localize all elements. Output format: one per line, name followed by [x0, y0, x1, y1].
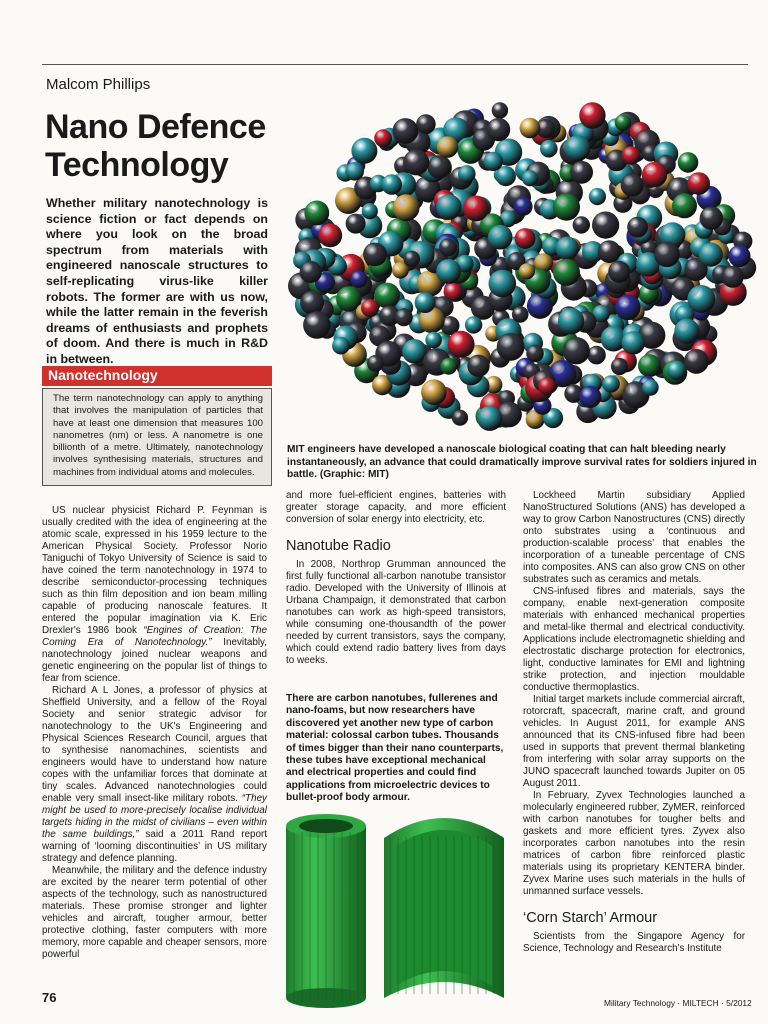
atom-sphere — [519, 263, 535, 279]
column-3 — [523, 490, 745, 955]
atom-sphere — [622, 146, 641, 165]
atom-sphere — [592, 212, 619, 239]
atom-sphere — [622, 331, 645, 354]
atom-sphere — [642, 379, 659, 396]
atom-sphere — [579, 102, 605, 128]
atom-sphere — [437, 136, 459, 158]
atom-sphere — [722, 266, 744, 288]
atom-sphere — [615, 114, 631, 130]
col2-paragraph-1: and more fuel-efficient engines, batteries with greater storage capacity, and more efficient conversion of solar energy into electricity, etc. — [286, 490, 506, 525]
atom-sphere — [654, 242, 680, 268]
atom-sphere — [563, 337, 590, 364]
atom-sphere — [440, 358, 457, 375]
atom-sphere — [627, 217, 648, 238]
atom-sphere — [318, 224, 342, 248]
atom-sphere — [602, 375, 619, 392]
atom-sphere — [621, 174, 644, 197]
atom-sphere — [403, 149, 429, 175]
atom-sphere — [587, 346, 606, 365]
atom-sphere — [484, 152, 503, 171]
pull-quote: There are carbon nanotubes, fullerenes and nano-foams, but now researchers have discovered yet another new type of carbon material: colossal carbon tubes. Thousands of times bigger than their nano counterparts, these tubes have exceptional mechanical and electrical properties and could find applications from microelectric devices to bullet-proof body armour. — [286, 693, 504, 804]
atom-sphere — [538, 377, 556, 395]
atom-sphere — [421, 379, 447, 405]
atom-sphere — [300, 291, 324, 315]
atom-sphere — [393, 118, 419, 144]
atom-sphere — [416, 114, 436, 134]
nanotechnology-sidebar — [42, 366, 272, 486]
atom-sphere — [489, 270, 517, 298]
atom-sphere — [515, 228, 536, 249]
atom-sphere — [558, 308, 584, 334]
atom-sphere — [540, 140, 558, 158]
col3-paragraph-3: Initial target markets include commercial aircraft, rotorcraft, spacecraft, marine craft, and ground vehicles. In August 2011, for example ANS announced that its CNS-infused fibre had been used in supports that prevent thermal blanketing from interfering with solar array supports on the JUNO spacecraft launched towards Jupiter on 05 August 2011. — [523, 694, 745, 789]
atom-sphere — [448, 331, 475, 358]
atom-sphere — [300, 261, 322, 283]
atom-sphere — [345, 162, 364, 181]
atom-sphere — [415, 292, 436, 313]
atom-sphere — [728, 245, 750, 267]
atom-sphere — [573, 216, 590, 233]
atom-sphere — [363, 243, 387, 267]
atom-sphere — [687, 172, 710, 195]
atom-sphere — [465, 316, 482, 333]
atom-sphere — [361, 299, 379, 317]
column-1 — [42, 505, 267, 961]
atom-sphere — [367, 355, 384, 372]
atom-sphere — [395, 308, 413, 326]
atom-sphere — [672, 193, 697, 218]
atom-sphere — [492, 102, 508, 118]
footer-publication: Military Technology · MILTECH · 5/2012 — [604, 998, 752, 1008]
atom-sphere — [520, 118, 541, 139]
atom-sphere — [700, 206, 723, 229]
sidebar-body: The term nanotechnology can apply to anything that involves the manipulation of particles that have at least one dimension that measures 100 nanometres (nm) or less. A nanometre is one billionth of a metre. Ultimately, nanotechnology involves synthesising materials, structures and machines from individual atoms and molecules. — [42, 388, 272, 486]
atom-sphere — [303, 311, 331, 339]
atom-sphere — [374, 129, 392, 147]
subheading-nanotube-radio: Nanotube Radio — [286, 538, 391, 554]
atom-sphere — [674, 319, 699, 344]
atom-sphere — [351, 138, 377, 164]
atom-sphere — [642, 162, 667, 187]
col1-paragraph-3: Meanwhile, the military and the defence industry are excited by the nearer term potential of other aspects of the technology, such as nanostructured materials. These promise stronger and lighter vehicles and aircraft, tougher armour, better protective clothing, faster computers with more memory, more capable and cheaper sensors, more powerful — [42, 865, 267, 960]
atom-sphere — [463, 196, 489, 222]
atom-sphere — [487, 118, 510, 141]
atom-sphere — [526, 345, 544, 363]
atom-sphere — [346, 214, 366, 234]
col3-paragraph-4: In February, Zyvex Technologies launched a molecularly engineered rubber, ZyMER, reinforced with carbon nanotubes for tougher belts and gaskets and more efficient tyres. Zyvex also incorporates carbon nanotubes into the resin matrices of carbon fibre reinforced plastic materials using its proprietary KENTERA binder. Zyvex Marine uses such materials in the hulls of unmanned surface vessels. — [523, 790, 745, 897]
atom-sphere — [452, 410, 468, 426]
atom-sphere — [436, 194, 461, 219]
atom-sphere — [589, 188, 606, 205]
atom-sphere — [564, 135, 590, 161]
atom-sphere — [638, 354, 661, 377]
atom-sphere — [615, 295, 641, 321]
atom-sphere — [611, 358, 628, 375]
col3-paragraph-5: Scientists from the Singapore Agency for Science, Technology and Research's Institute — [523, 931, 745, 954]
col3-paragraph-1: Lockheed Martin subsidiary Applied NanoStructured Solutions (ANS) has developed a way to grow Carbon Nanostructures (CNS) directly onto substrates using a ‘continuous and production-scalable process’ that enables the incorporation of a tuneable percentage of CNS into composites. ANS can also grow CNS on other substrates such as ceramics and metals. — [523, 490, 745, 585]
atom-sphere — [579, 386, 601, 408]
author-name: Malcom Phillips — [46, 76, 151, 93]
col3-paragraph-2: CNS-infused fibres and materials, says the company, enable next-generation composite materials with enhanced mechanical properties and metal-like thermal and electrical conductivity. Applications include electromagnetic shielding and electrostatic discharge protection for electronics, light, conductive laminates for EMI and lightning strike protection, and injection mouldable conductive thermoplastics. — [523, 586, 745, 693]
atom-sphere — [699, 243, 723, 267]
molecule-illustration — [285, 92, 760, 440]
atom-sphere — [497, 333, 525, 361]
column-2 — [286, 490, 506, 805]
lead-paragraph: Whether military nanotechnology is science fiction or fact depends on where you look on the broad spectrum from materials with engineered nanoscale structures to self-replicating virus-like killer robots. The former are with us now, while the latter remain in the feverish dreams of enthusiasts and prophets of doom. And there is much in R&D in between. — [46, 196, 268, 366]
atom-sphere — [678, 152, 699, 173]
atom-sphere — [436, 259, 461, 284]
atom-sphere — [428, 155, 451, 178]
atom-sphere — [425, 332, 442, 349]
page-number: 76 — [42, 990, 57, 1005]
atom-sphere — [439, 238, 457, 256]
image-caption: MIT engineers have developed a nanoscale biological coating that can halt bleeding nearly instantaneously, an advance that could dramatically improve survival rates for soldiers injured in battle. (Graphic: MIT) — [287, 444, 757, 481]
atom-sphere — [522, 170, 538, 186]
atom-sphere — [477, 406, 502, 431]
article-title: Nano Defence Technology — [45, 108, 266, 184]
top-rule — [42, 64, 748, 65]
col2-paragraph-2: In 2008, Northrop Grumman announced the first fully functional all-carbon nanotube transistor radio. Developed with the University of Illinois at Urbana Champaign, it demonstrated that carbon nanotubes can work as high-speed transistors, while consuming one-thousandth of the power needed by current transistors, says the company, which could extend radio battery lives from days to weeks. — [286, 559, 506, 666]
atom-sphere — [684, 349, 709, 374]
atom-sphere — [350, 271, 367, 288]
atom-sphere — [556, 237, 579, 260]
atom-sphere — [467, 355, 489, 377]
carbon-tubes-illustration — [282, 806, 510, 1010]
atom-sphere — [514, 197, 533, 216]
atom-sphere — [608, 261, 630, 283]
subheading-corn-starch-armour: ‘Corn Starch’ Armour — [523, 910, 658, 926]
atom-sphere — [381, 174, 402, 195]
atom-sphere — [304, 201, 329, 226]
atom-sphere — [553, 259, 580, 286]
atom-sphere — [667, 361, 686, 380]
atom-sphere — [402, 339, 427, 364]
atom-sphere — [458, 165, 476, 183]
sidebar-heading: Nanotechnology — [42, 366, 272, 386]
atom-sphere — [332, 337, 350, 355]
col1-paragraph-1: US nuclear physicist Richard P. Feynman is usually credited with the idea of engineering at the atomic scale, expressed in his 1959 lecture to the American Physical Society. Professor Norio Taniguchi of Tokyo University of Science is said to have coined the term nanotechnology in 1974 to describe semiconductor-processing techniques such as thin film deposition and ion beam milling capable of producing nanoscale features. It entered the popular imagination via K. Eric Drexler's 1986 book “Engines of Creation: The Coming Era of Nanotechnology.” Inevitably, nanotechnology joined nuclear weapons and genetic engineering on the popular list of things to fear from science. — [42, 505, 268, 684]
atom-sphere — [488, 225, 513, 250]
atom-sphere — [362, 203, 378, 219]
atom-sphere — [598, 240, 621, 263]
col1-paragraph-2: Richard A L Jones, a professor of physics at Sheffield University, and a fellow of the Royal Society and senior strategic advisor for nanotechnology to the UK's Engineering and Physical Sciences Research Council, argues that to synthesise nanomachines, scientists and engineers would have to understand how nature copes with the unfamiliar forces that dominate at tiny scales. Advanced nanotechnologies could enable very small insect-like military robots. “They might be used to more-precisely localise individual targets hiding in the midst of civilians – even within the same buildings,” said a 2011 Rand report warning of ‘looming discontinuities’ in US military strategy and defence planning. — [42, 685, 267, 864]
atom-sphere — [570, 161, 593, 184]
atom-sphere — [393, 194, 420, 221]
atom-sphere — [403, 251, 420, 268]
atom-sphere — [553, 194, 580, 221]
atom-sphere — [512, 306, 529, 323]
